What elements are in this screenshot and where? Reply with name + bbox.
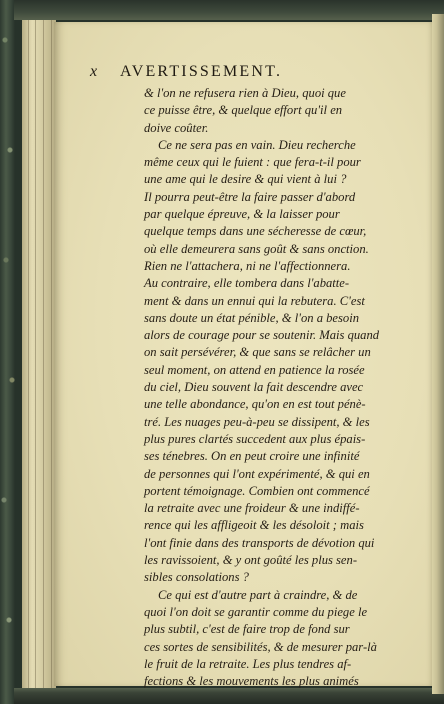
text-line: seul moment, on attend en patience la rosée [144, 362, 365, 377]
text-line: on sait persévérer, & que sans se relâcher un [144, 345, 371, 360]
stack-line [51, 20, 52, 688]
cover-board-bottom [14, 688, 444, 704]
page-edge-right [432, 14, 444, 694]
text-line: par quelque épreuve, & la laisser pour [144, 207, 340, 222]
text-line: alors de courage pour se soutenir. Mais quand [144, 328, 380, 343]
text-line: une ame qui le desire & qui vient à lui ? [144, 172, 347, 187]
text-line: l'ont finie dans des transports de dévotion qui [144, 535, 375, 550]
text-line: tré. Les nuages peu-à-peu se dissipent, & les [144, 414, 370, 429]
text-line: Il pourra peut-être la faire passer d'abord [144, 189, 356, 204]
text-line: quoi l'on doit se garantir comme du piege le [144, 604, 368, 619]
text-line: & l'on ne refusera rien à Dieu, quoi que [144, 86, 346, 100]
text-line: ce puisse être, & quelque effort qu'il en [144, 103, 343, 118]
text-line: la retraite avec une froideur & une indiffé- [144, 501, 360, 516]
text-line: Au contraire, elle tombera dans l'abatte- [144, 276, 350, 291]
text-line: Ce ne sera pas en vain. Dieu recherche [158, 137, 356, 152]
text-line: Ce qui est d'autre part à craindre, & de [158, 587, 358, 602]
body-text [144, 85, 398, 690]
text-line: sibles consolations ? [144, 570, 249, 585]
text-line: où elle demeurera sans goût & sans onction. [144, 241, 369, 256]
text-line: ses ténebres. On en peut croire une infinité [144, 449, 360, 464]
page-number: x [90, 63, 98, 80]
text-line: ces sortes de sensibilités, & de mesurer par-là [144, 639, 377, 654]
text-line: sans doute un état pénible, & l'on a besoin [144, 310, 360, 325]
text-line: Rien ne l'attachera, ni ne l'affectionnera. [144, 258, 351, 273]
text-line: doive coûter. [144, 120, 209, 135]
text-line: ment & dans un ennui qui la rebutera. C'est [144, 293, 365, 308]
text-line: fections & les mouvements les plus animés [144, 674, 359, 689]
text-line: le fruit de la retraite. Les plus tendres af- [144, 656, 352, 671]
page-header [90, 63, 358, 85]
text-line: de personnes qui l'ont expérimenté, & qui en [144, 466, 370, 481]
text-line: plus subtil, c'est de faire trop de fond sur [144, 622, 350, 637]
text-line: portent témoignage. Combien ont commencé [144, 483, 370, 498]
stack-line [28, 20, 29, 688]
page-stack-left [22, 20, 56, 688]
stack-line [43, 20, 44, 688]
text-line: plus pures clartés succedent aux plus épais- [144, 431, 366, 446]
text-line: les ravissoient, & y ont goûté les plus sen- [144, 553, 358, 568]
text-line: du ciel, Dieu souvent la fait descendre avec [144, 380, 364, 395]
text-line: quelque temps dans une sécheresse de cœur, [144, 224, 367, 239]
running-title: AVERTISSEMENT. [120, 63, 283, 80]
text-line: rence qui les affligeoit & les désoloit ; mais [144, 518, 364, 533]
stack-line [35, 20, 36, 688]
marbled-edge [0, 0, 18, 704]
cover-board-top [14, 0, 444, 20]
text-line: même ceux qui le fuient : que fera-t-il pour [144, 155, 361, 170]
text-line: une telle abondance, qu'on en est tout pénè- [144, 397, 366, 412]
